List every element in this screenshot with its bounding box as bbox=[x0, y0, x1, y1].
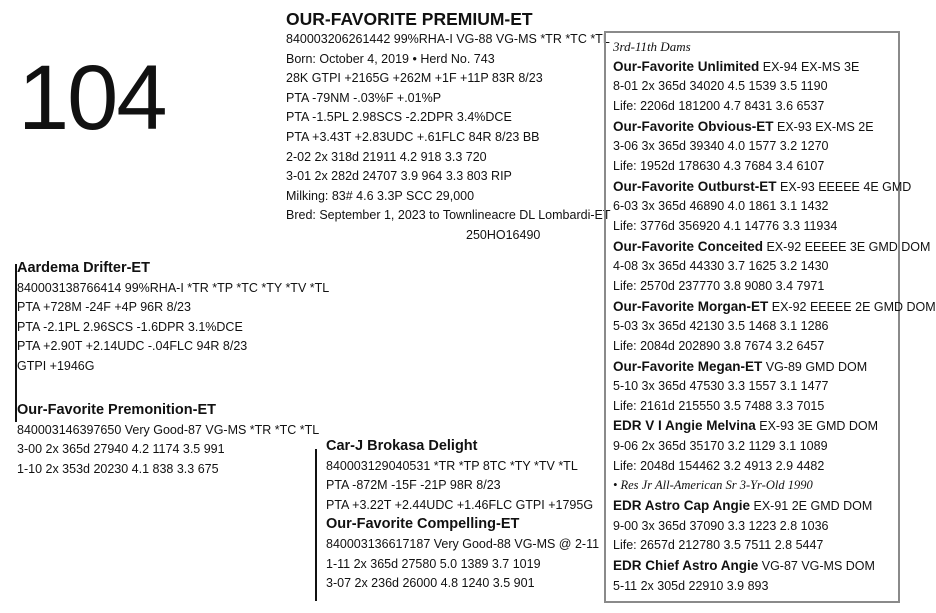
sire-line: PTA +2.90T +2.14UDC -.04FLC 94R 8/23 bbox=[17, 339, 248, 354]
dam-entry-class: EX-93 EEEEE 4E GMD bbox=[776, 179, 912, 194]
mgs-name: Car-J Brokasa Delight bbox=[326, 438, 478, 454]
dam-entry-title bbox=[613, 556, 936, 577]
dam-entry-name: EDR Astro Cap Angie bbox=[613, 498, 751, 514]
service-sire-code: 250HO16490 bbox=[466, 227, 541, 242]
main-line: PTA -1.5PL 2.98SCS -2.2DPR 3.4%DCE bbox=[286, 110, 512, 125]
sire-block bbox=[17, 259, 329, 377]
dam-entry-title bbox=[613, 177, 936, 198]
granddam-line: 840003136617187 Very Good-88 VG-MS @ 2-11 bbox=[326, 536, 600, 551]
dam-entry-class: VG-89 GMD DOM bbox=[762, 359, 868, 374]
sire-line: GTPI +1946G bbox=[17, 358, 95, 373]
main-line: 840003206261442 99%RHA-I VG-88 VG-MS *TR *TC *TL bbox=[286, 32, 610, 46]
mgs-line: 840003129040531 *TR *TP 8TC *TY *TV *TL bbox=[326, 458, 578, 473]
main-line: Bred: September 1, 2023 to Townlineacre DL Lombardi-ET bbox=[286, 208, 611, 223]
main-line: Born: October 4, 2019 • Herd No. 743 bbox=[286, 51, 495, 66]
dam-line: 840003146397650 Very Good-87 VG-MS *TR *TC *TL bbox=[17, 422, 320, 437]
dam-entry-record: Life: 3776d 356920 4.1 14776 3.3 11934 bbox=[613, 218, 838, 233]
main-line: PTA -79NM -.03%F +.01%P bbox=[286, 90, 442, 105]
dam-entry-title bbox=[613, 117, 936, 138]
dam-entry-name: EDR V I Angie Melvina bbox=[613, 418, 756, 434]
dam-entry-title bbox=[613, 297, 936, 318]
dam-entry-record: 5-03 3x 365d 42130 3.5 1468 3.1 1286 bbox=[613, 319, 829, 334]
dam-entry-record: Life: 2161d 215550 3.5 7488 3.3 7015 bbox=[613, 398, 825, 413]
granddam-line: 1-11 2x 365d 27580 5.0 1389 3.7 1019 bbox=[326, 556, 541, 571]
dam-entry-record: 5-10 3x 365d 47530 3.3 1557 3.1 1477 bbox=[613, 379, 829, 394]
dam-entry-name: Our-Favorite Megan-ET bbox=[613, 358, 763, 374]
dam-entry-name: EDR Chief Astro Angie bbox=[613, 558, 759, 574]
dam-entry-record: 4-08 3x 365d 44330 3.7 1625 3.2 1430 bbox=[613, 259, 829, 274]
dam-entry-title bbox=[613, 357, 936, 378]
main-line: PTA +3.43T +2.83UDC +.61FLC 84R 8/23 BB bbox=[286, 129, 540, 144]
dam-entry-name: Our-Favorite Morgan-ET bbox=[613, 298, 769, 314]
mgs-block bbox=[326, 437, 599, 594]
dam-block bbox=[17, 401, 319, 479]
dam-entry-class: EX-94 EX-MS 3E bbox=[759, 59, 860, 74]
dam-entry-title bbox=[613, 237, 936, 258]
dam-entry-class: VG-87 VG-MS DOM bbox=[758, 559, 875, 574]
dam-line: 3-00 2x 365d 27940 4.2 1174 3.5 991 bbox=[17, 442, 225, 457]
dam-line: 1-10 2x 353d 20230 4.1 838 3.3 675 bbox=[17, 461, 219, 476]
sire-line: PTA +728M -24F +4P 96R 8/23 bbox=[17, 300, 191, 315]
granddam-line: 3-07 2x 236d 26000 4.8 1240 3.5 901 bbox=[326, 576, 535, 591]
dam-entry-record: Life: 1952d 178630 4.3 7684 3.4 6107 bbox=[613, 158, 825, 173]
dams-panel bbox=[613, 37, 936, 596]
dam-entry-class: EX-92 EEEEE 3E GMD DOM bbox=[763, 239, 931, 254]
dam-entry-title bbox=[613, 416, 936, 437]
lot-number: 104 bbox=[18, 47, 166, 149]
dam-entry-record: 8-01 2x 365d 34020 4.5 1539 3.5 1190 bbox=[613, 79, 828, 94]
dam-entry-note: • Res Jr All-American Sr 3-Yr-Old 1990 bbox=[613, 478, 813, 493]
mgs-line: PTA +3.22T +2.44UDC +1.46FLC GTPI +1795G bbox=[326, 497, 594, 512]
main-line: 2-02 2x 318d 21911 4.2 918 3.3 720 bbox=[286, 149, 487, 164]
sire-line: PTA -2.1PL 2.96SCS -1.6DPR 3.1%DCE bbox=[17, 319, 243, 334]
sire-line: 840003138766414 99%RHA-I *TR *TP *TC *TY *TV *TL bbox=[17, 280, 330, 295]
dam-entry-record: Life: 2206d 181200 4.7 8431 3.6 6537 bbox=[613, 98, 825, 113]
main-line: Milking: 83# 4.6 3.3P SCC 29,000 bbox=[286, 188, 475, 203]
dam-entry-class: EX-92 EEEEE 2E GMD DOM bbox=[768, 299, 936, 314]
dam-entry-class: EX-93 3E GMD DOM bbox=[755, 419, 879, 434]
dam-entry-name: Our-Favorite Obvious-ET bbox=[613, 118, 774, 134]
dam-entry-class: EX-91 2E GMD DOM bbox=[750, 499, 873, 514]
main-animal-block bbox=[286, 8, 610, 246]
main-line: 28K GTPI +2165G +262M +1F +11P 83R 8/23 bbox=[286, 71, 543, 86]
dam-entry-record: 9-00 3x 365d 37090 3.3 1223 2.8 1036 bbox=[613, 518, 829, 533]
dam-entry-record: 5-11 2x 305d 22910 3.9 893 bbox=[613, 578, 769, 593]
pedigree-bracket bbox=[315, 449, 317, 601]
dam-entry-record: 9-06 2x 365d 35170 3.2 1129 3.1 1089 bbox=[613, 439, 828, 454]
dam-name: Our-Favorite Premonition-ET bbox=[17, 402, 216, 418]
dam-entry-name: Our-Favorite Outburst-ET bbox=[613, 178, 777, 194]
dam-entry-title bbox=[613, 57, 936, 78]
dam-entry-record: Life: 2048d 154462 3.2 4913 2.9 4482 bbox=[613, 458, 825, 473]
dam-entry-record: Life: 2570d 237770 3.8 9080 3.4 7971 bbox=[613, 278, 825, 293]
dam-entry-name: Our-Favorite Unlimited bbox=[613, 58, 760, 74]
dam-entry-name: Our-Favorite Conceited bbox=[613, 238, 764, 254]
granddam-name: Our-Favorite Compelling-ET bbox=[326, 516, 520, 533]
dam-entry-record: 3-06 3x 365d 39340 4.0 1577 3.2 1270 bbox=[613, 139, 829, 154]
dam-entry-record: Life: 2084d 202890 3.8 7674 3.2 6457 bbox=[613, 338, 825, 353]
main-animal-name: OUR-FAVORITE PREMIUM-ET bbox=[286, 9, 533, 29]
dam-entry-title bbox=[613, 496, 936, 517]
dam-entry-record: Life: 2657d 212780 3.5 7511 2.8 5447 bbox=[613, 538, 824, 553]
dam-entry-class: EX-93 EX-MS 2E bbox=[773, 119, 874, 134]
mgs-line: PTA -872M -15F -21P 98R 8/23 bbox=[326, 478, 501, 493]
main-line: 3-01 2x 282d 24707 3.9 964 3.3 803 RIP bbox=[286, 169, 512, 184]
sire-name: Aardema Drifter-ET bbox=[17, 260, 150, 276]
dam-entry-record: 6-03 3x 365d 46890 4.0 1861 3.1 1432 bbox=[613, 199, 829, 214]
dams-panel-header: 3rd-11th Dams bbox=[613, 39, 691, 54]
